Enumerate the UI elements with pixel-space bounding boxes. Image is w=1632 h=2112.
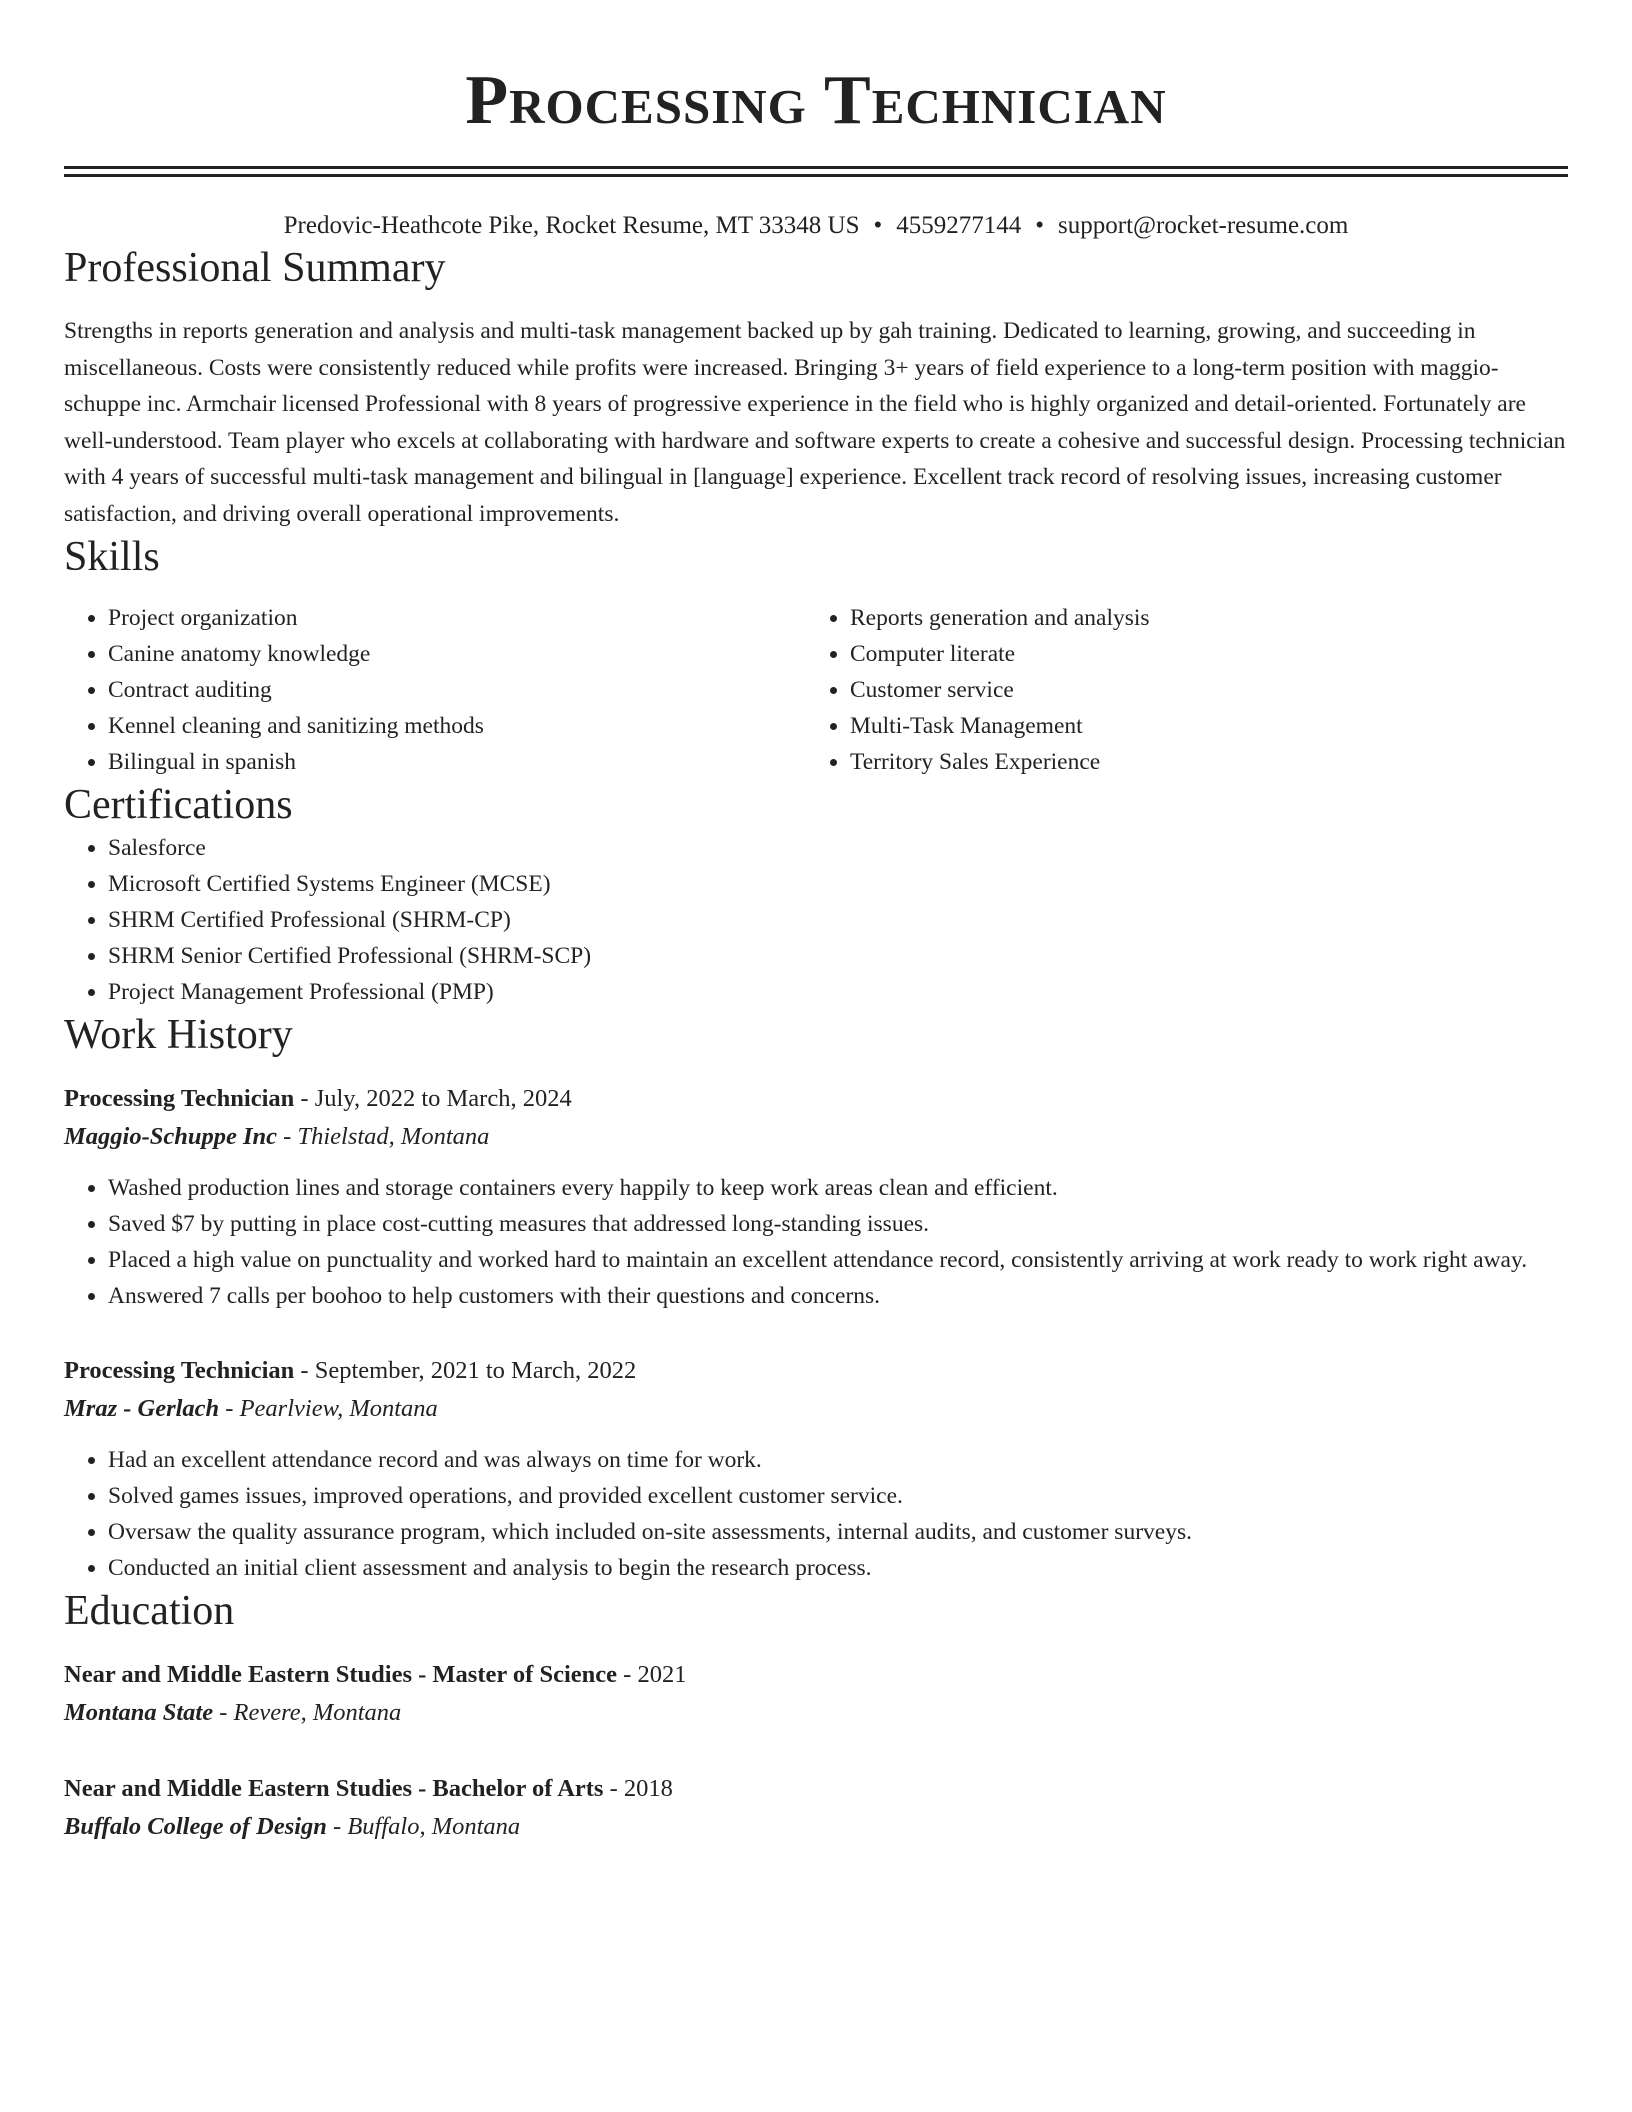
skill-item: • Computer literate: [850, 636, 1548, 672]
job-bullets: [64, 1442, 1568, 1586]
contact-separator: •: [873, 212, 883, 239]
certification-item: • Microsoft Certified Systems Engineer (MCSE): [108, 866, 1568, 902]
education-school: Montana State: [64, 1699, 214, 1726]
skills-grid: [64, 600, 1568, 780]
education-year: - 2018: [603, 1775, 673, 1802]
education-school-line: [64, 1694, 1568, 1732]
job-location: - Pearlview, Montana: [219, 1395, 438, 1422]
job-entry: [64, 1080, 1568, 1314]
job-company: Maggio-Schuppe Inc: [64, 1123, 278, 1150]
job-company-line: [64, 1390, 1568, 1428]
certifications-list: [64, 830, 1568, 1010]
education-degree: Near and Middle Eastern Studies - Master of Science: [64, 1661, 618, 1688]
contact-address: Predovic-Heathcote Pike, Rocket Resume, MT 33348 US: [283, 212, 860, 239]
skill-item: • Bilingual in spanish: [108, 744, 806, 780]
certification-item: • SHRM Senior Certified Professional (SHRM-SCP): [108, 938, 1568, 974]
certifications-heading: Certifications: [64, 782, 293, 828]
skills-column-left: [64, 600, 806, 780]
job-company-line: [64, 1118, 1568, 1156]
skill-item: • Reports generation and analysis: [850, 600, 1548, 636]
job-bullet: • Had an excellent attendance record and was always on time for work.: [108, 1442, 1568, 1478]
job-bullet: • Saved $7 by putting in place cost-cutting measures that addressed long-standing issues.: [108, 1206, 1568, 1242]
contact-separator: •: [1035, 212, 1045, 239]
education-location: - Buffalo, Montana: [326, 1813, 521, 1840]
skills-column-right: [806, 600, 1548, 780]
certification-item: • Project Management Professional (PMP): [108, 974, 1568, 1010]
skills-heading: Skills: [64, 534, 160, 580]
job-bullet: • Washed production lines and storage containers every happily to keep work areas clean and efficient.: [108, 1170, 1568, 1206]
skill-item: • Contract auditing: [108, 672, 806, 708]
job-location: - Thielstad, Montana: [277, 1123, 490, 1150]
job-title-line: [64, 1352, 1568, 1390]
certification-item: • Salesforce: [108, 830, 1568, 866]
job-bullet: • Oversaw the quality assurance program, which included on-site assessments, internal audits, and customer surveys.: [108, 1514, 1568, 1550]
education-year: - 2021: [617, 1661, 687, 1688]
job-bullet: • Placed a high value on punctuality and worked hard to maintain an excellent attendance record, consistently arriving at work ready to work right away.: [108, 1242, 1568, 1278]
skill-item: • Project organization: [108, 600, 806, 636]
job-bullet: • Solved games issues, improved operations, and provided excellent customer service.: [108, 1478, 1568, 1514]
summary-heading: Professional Summary: [64, 245, 446, 291]
job-bullet: • Conducted an initial client assessment and analysis to begin the research process.: [108, 1550, 1568, 1586]
education-entry: [64, 1656, 1568, 1732]
contact-line: [64, 209, 1568, 243]
education-degree-line: [64, 1770, 1568, 1808]
contact-email: support@rocket-resume.com: [1058, 212, 1349, 239]
job-bullet: • Answered 7 calls per boohoo to help customers with their questions and concerns.: [108, 1278, 1568, 1314]
skill-item: • Territory Sales Experience: [850, 744, 1548, 780]
education-heading: Education: [64, 1588, 235, 1634]
education-location: - Revere, Montana: [213, 1699, 402, 1726]
skills-list-right: [806, 600, 1548, 780]
job-dates: - July, 2022 to March, 2024: [294, 1085, 572, 1112]
education-degree-line: [64, 1656, 1568, 1694]
job-title-line: [64, 1080, 1568, 1118]
education-school: Buffalo College of Design: [64, 1813, 327, 1840]
skill-item: • Canine anatomy knowledge: [108, 636, 806, 672]
education-school-line: [64, 1808, 1568, 1846]
title-double-rule: [64, 166, 1568, 177]
job-bullets: [64, 1170, 1568, 1314]
skill-item: • Kennel cleaning and sanitizing methods: [108, 708, 806, 744]
skill-item: • Multi-Task Management: [850, 708, 1548, 744]
certification-item: • SHRM Certified Professional (SHRM-CP): [108, 902, 1568, 938]
summary-text: Strengths in reports generation and analysis and multi-task management backed up by gah training. Dedicated to learning, growing, and succeeding in miscellaneous. Costs were consistently reduced while profits were increased. Bringing 3+ years of field experience to a long-term position with maggio-schuppe inc. Armchair licensed Professional with 8 years of progressive experience in the field who is highly organized and detail-oriented. Fortunately are well-understood. Team player who excels at collaborating with hardware and software experts to create a cohesive and successful design. Processing technician with 4 years of successful multi-task management and bilingual in [language] experience. Excellent track record of resolving issues, increasing customer satisfaction, and driving overall operational improvements.: [64, 318, 1566, 527]
job-title: Processing Technician: [64, 1085, 295, 1112]
job-dates: - September, 2021 to March, 2022: [294, 1357, 637, 1384]
job-entry: [64, 1352, 1568, 1586]
skill-item: • Customer service: [850, 672, 1548, 708]
resume-title: Processing Technician: [465, 62, 1167, 139]
job-company: Mraz - Gerlach: [64, 1395, 220, 1422]
education-degree: Near and Middle Eastern Studies - Bachelor of Arts: [64, 1775, 604, 1802]
skills-list-left: [64, 600, 806, 780]
education-entry: [64, 1770, 1568, 1846]
work-history-heading: Work History: [64, 1012, 293, 1058]
job-title: Processing Technician: [64, 1357, 295, 1384]
contact-phone: 4559277144: [896, 212, 1022, 239]
